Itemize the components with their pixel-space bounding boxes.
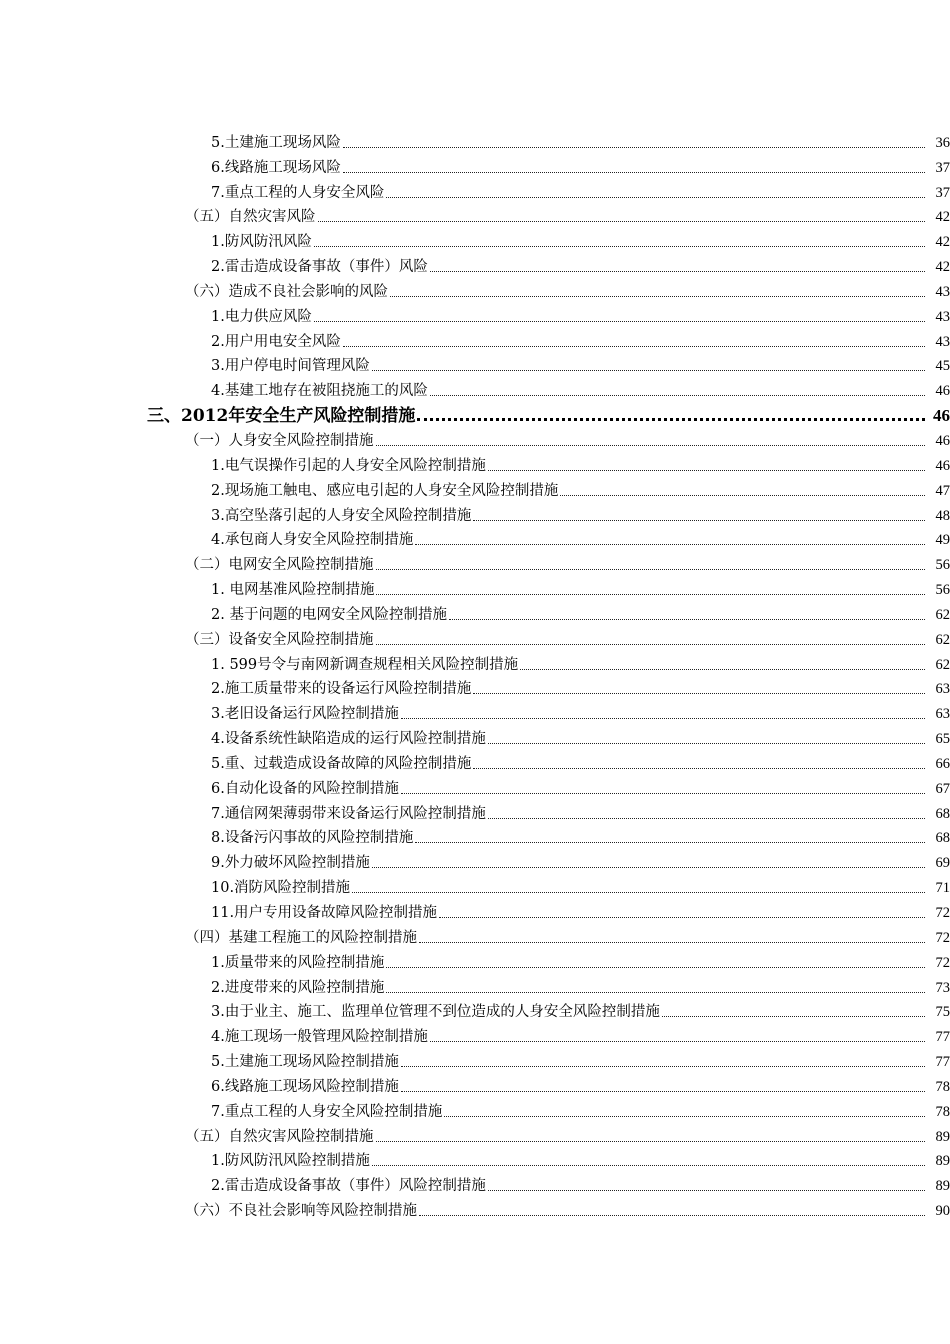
toc-entry-title: 6.线路施工现场风险 [211, 159, 341, 176]
toc-entry-title: 1.防风防汛风险控制措施 [211, 1153, 370, 1170]
dot-leader [444, 1116, 925, 1117]
toc-entry[interactable] [0, 226, 950, 251]
dot-leader [662, 1016, 925, 1017]
toc-entry[interactable] [0, 1170, 950, 1195]
toc-entry-title: （二）电网安全风险控制措施 [185, 557, 374, 574]
toc-entry[interactable] [0, 599, 950, 624]
toc-entry[interactable] [0, 574, 950, 599]
dot-leader [488, 470, 925, 471]
toc-entry-title: 4.设备系统性缺陷造成的运行风险控制措施 [211, 731, 486, 748]
dot-leader [386, 197, 925, 198]
toc-entry-title: 2. 基于问题的电网安全风险控制措施 [211, 606, 447, 623]
dot-leader [488, 818, 925, 819]
toc-entry-title: 7.重点工程的人身安全风险控制措施 [211, 1103, 443, 1120]
toc-entry-title: 4.施工现场一般管理风险控制措施 [211, 1029, 428, 1046]
toc-entry-page-number: 62 [935, 631, 950, 648]
toc-entry-page-number: 36 [935, 134, 950, 151]
toc-entry-title: 4.基建工地存在被阻挠施工的风险 [211, 383, 428, 400]
toc-entry[interactable] [0, 1195, 950, 1220]
toc-entry[interactable] [0, 525, 950, 550]
toc-entry-page-number: 77 [935, 1029, 950, 1046]
toc-entry[interactable] [0, 798, 950, 823]
toc-entry-page-number: 71 [935, 880, 950, 897]
dot-leader [473, 768, 925, 769]
toc-entry[interactable] [0, 1146, 950, 1171]
toc-entry[interactable] [0, 674, 950, 699]
toc-entry-page-number: 63 [935, 706, 950, 723]
toc-entry-page-number: 89 [935, 1178, 950, 1195]
toc-entry[interactable] [0, 276, 950, 301]
toc-entry-title: 5.土建施工现场风险 [211, 134, 341, 151]
dot-leader [473, 520, 925, 521]
dot-leader [401, 793, 925, 794]
toc-entry-title: 2.现场施工触电、感应电引起的人身安全风险控制措施 [211, 482, 559, 499]
toc-entry-title: 1.质量带来的风险控制措施 [211, 954, 385, 971]
toc-entry[interactable] [0, 872, 950, 897]
table-of-contents [0, 127, 950, 1220]
toc-entry-title: 2.进度带来的风险控制措施 [211, 979, 385, 996]
toc-entry-page-number: 42 [935, 209, 950, 226]
toc-entry-title: 1.防风防汛风险 [211, 234, 312, 251]
toc-entry[interactable] [0, 425, 950, 450]
dot-leader [343, 346, 925, 347]
toc-entry[interactable] [0, 475, 950, 500]
toc-entry-page-number: 90 [935, 1203, 950, 1220]
dot-leader [318, 221, 926, 222]
toc-entry-page-number: 75 [935, 1004, 950, 1021]
dot-leader [376, 569, 926, 570]
dot-leader [415, 842, 925, 843]
toc-entry-title: 1. 电网基准风险控制措施 [211, 582, 375, 599]
toc-entry-page-number: 46 [935, 457, 950, 474]
dot-leader [430, 1041, 925, 1042]
toc-entry[interactable] [0, 1071, 950, 1096]
toc-entry[interactable] [0, 1121, 950, 1146]
toc-entry-page-number: 68 [935, 805, 950, 822]
toc-entry-page-number: 78 [935, 1103, 950, 1120]
toc-entry-page-number: 89 [935, 1153, 950, 1170]
toc-entry[interactable] [0, 450, 950, 475]
dot-leader [430, 395, 925, 396]
dot-leader [419, 1215, 925, 1216]
toc-entry-title: （六）不良社会影响等风险控制措施 [185, 1203, 417, 1220]
toc-entry-page-number: 62 [935, 656, 950, 673]
toc-entry-title: （三）设备安全风险控制措施 [185, 631, 374, 648]
toc-entry-title: 6.自动化设备的风险控制措施 [211, 780, 399, 797]
toc-entry-title: （一）人身安全风险控制措施 [185, 432, 374, 449]
toc-entry[interactable] [0, 847, 950, 872]
toc-entry-page-number: 56 [935, 557, 950, 574]
toc-entry-title: 2.雷击造成设备事故（事件）风险 [211, 259, 428, 276]
toc-entry[interactable] [0, 773, 950, 798]
toc-entry-page-number: 46 [935, 432, 950, 449]
dot-leader [560, 495, 925, 496]
toc-entry-title: 6.线路施工现场风险控制措施 [211, 1078, 399, 1095]
dot-leader [376, 1141, 926, 1142]
toc-entry-page-number: 77 [935, 1054, 950, 1071]
dot-leader [314, 321, 925, 322]
toc-entry-page-number: 46 [935, 383, 950, 400]
dot-leader [488, 1190, 925, 1191]
toc-entry-page-number: 72 [935, 954, 950, 971]
toc-entry-title: 3.老旧设备运行风险控制措施 [211, 706, 399, 723]
toc-entry[interactable] [0, 649, 950, 674]
toc-entry-title: 8.设备污闪事故的风险控制措施 [211, 830, 414, 847]
toc-entry[interactable] [0, 1096, 950, 1121]
dot-leader [401, 1066, 925, 1067]
dot-leader [419, 942, 925, 943]
toc-entry[interactable] [0, 500, 950, 525]
dot-leader [449, 619, 925, 620]
toc-entry-page-number: 67 [935, 780, 950, 797]
toc-entry[interactable] [0, 922, 950, 947]
toc-entry[interactable] [0, 400, 950, 425]
toc-entry-title: 三、2012年安全生产风险控制措施 [147, 406, 416, 427]
toc-entry-title: 2.用户用电安全风险 [211, 333, 341, 350]
toc-entry-page-number: 65 [935, 731, 950, 748]
dot-leader [415, 544, 925, 545]
toc-entry-title: 2.施工质量带来的设备运行风险控制措施 [211, 681, 472, 698]
toc-entry-title: 4.承包商人身安全风险控制措施 [211, 532, 414, 549]
dot-leader [376, 594, 925, 595]
dot-leader [473, 693, 925, 694]
toc-entry-title: 3.用户停电时间管理风险 [211, 358, 370, 375]
toc-entry-title: 9.外力破坏风险控制措施 [211, 855, 370, 872]
toc-entry-page-number: 66 [935, 755, 950, 772]
toc-entry[interactable] [0, 748, 950, 773]
toc-entry[interactable] [0, 1021, 950, 1046]
toc-entry[interactable] [0, 698, 950, 723]
toc-entry[interactable] [0, 375, 950, 400]
toc-entry-page-number: 43 [935, 283, 950, 300]
toc-entry[interactable] [0, 997, 950, 1022]
toc-entry[interactable] [0, 202, 950, 227]
toc-entry-title: 2.雷击造成设备事故（事件）风险控制措施 [211, 1178, 486, 1195]
toc-entry[interactable] [0, 251, 950, 276]
toc-entry-page-number: 45 [935, 358, 950, 375]
dot-leader [520, 669, 925, 670]
toc-entry-title: 3.由于业主、施工、监理单位管理不到位造成的人身安全风险控制措施 [211, 1004, 660, 1021]
toc-entry-title: 11.用户专用设备故障风险控制措施 [211, 905, 438, 921]
toc-entry-page-number: 46 [933, 406, 950, 426]
toc-entry-title: 7.重点工程的人身安全风险 [211, 184, 385, 201]
dot-leader [439, 917, 925, 918]
toc-entry-page-number: 37 [935, 184, 950, 201]
toc-entry[interactable] [0, 152, 950, 177]
toc-entry[interactable] [0, 897, 950, 922]
toc-entry-page-number: 49 [935, 532, 950, 549]
dot-leader [372, 867, 925, 868]
toc-entry[interactable] [0, 549, 950, 574]
toc-entry-page-number: 72 [935, 905, 950, 921]
dot-leader [401, 718, 925, 719]
dot-leader [386, 992, 925, 993]
toc-entry[interactable] [0, 1046, 950, 1071]
dot-leader [488, 743, 925, 744]
dot-leader [372, 1165, 925, 1166]
toc-entry-page-number: 48 [935, 507, 950, 524]
toc-entry[interactable] [0, 723, 950, 748]
dot-leader [372, 370, 925, 371]
toc-entry-page-number: 68 [935, 830, 950, 847]
toc-entry-page-number: 47 [935, 482, 950, 499]
toc-entry-title: （五）自然灾害风险 [185, 209, 316, 226]
toc-entry-page-number: 72 [935, 929, 950, 946]
dot-leader [352, 892, 925, 893]
toc-entry-title: （四）基建工程施工的风险控制措施 [185, 929, 417, 946]
dot-leader [390, 296, 925, 297]
toc-entry[interactable] [0, 624, 950, 649]
toc-entry-page-number: 42 [935, 234, 950, 251]
toc-entry-title: 10.消防风险控制措施 [211, 880, 351, 897]
toc-entry-page-number: 89 [935, 1128, 950, 1145]
toc-entry-page-number: 43 [935, 333, 950, 350]
toc-entry[interactable] [0, 326, 950, 351]
dot-leader [417, 418, 925, 421]
dot-leader [343, 147, 925, 148]
toc-entry-title: （六）造成不良社会影响的风险 [185, 283, 388, 300]
toc-entry-title: 7.通信网架薄弱带来设备运行风险控制措施 [211, 805, 486, 822]
toc-entry-page-number: 42 [935, 259, 950, 276]
toc-entry-page-number: 56 [935, 582, 950, 599]
toc-entry[interactable] [0, 972, 950, 997]
dot-leader [376, 445, 926, 446]
toc-entry-page-number: 63 [935, 681, 950, 698]
toc-entry-title: 1.电力供应风险 [211, 308, 312, 325]
toc-entry-page-number: 62 [935, 606, 950, 623]
toc-entry-title: 1. 599号令与南网新调查规程相关风险控制措施 [211, 656, 519, 673]
toc-entry[interactable] [0, 947, 950, 972]
toc-entry-title: 1.电气误操作引起的人身安全风险控制措施 [211, 457, 486, 474]
toc-entry-title: 5.重、过载造成设备故障的风险控制措施 [211, 755, 472, 772]
toc-entry-page-number: 78 [935, 1078, 950, 1095]
dot-leader [386, 967, 925, 968]
dot-leader [430, 271, 925, 272]
toc-entry-page-number: 69 [935, 855, 950, 872]
toc-entry-title: 5.土建施工现场风险控制措施 [211, 1054, 399, 1071]
toc-entry-page-number: 37 [935, 159, 950, 176]
toc-entry-title: （五）自然灾害风险控制措施 [185, 1128, 374, 1145]
toc-entry-page-number: 73 [935, 979, 950, 996]
dot-leader [401, 1091, 925, 1092]
toc-entry[interactable] [0, 127, 950, 152]
toc-entry-title: 3.高空坠落引起的人身安全风险控制措施 [211, 507, 472, 524]
toc-entry[interactable] [0, 177, 950, 202]
dot-leader [314, 246, 925, 247]
toc-entry[interactable] [0, 351, 950, 376]
toc-entry[interactable] [0, 823, 950, 848]
dot-leader [343, 172, 925, 173]
toc-entry[interactable] [0, 301, 950, 326]
dot-leader [376, 644, 926, 645]
toc-entry-page-number: 43 [935, 308, 950, 325]
